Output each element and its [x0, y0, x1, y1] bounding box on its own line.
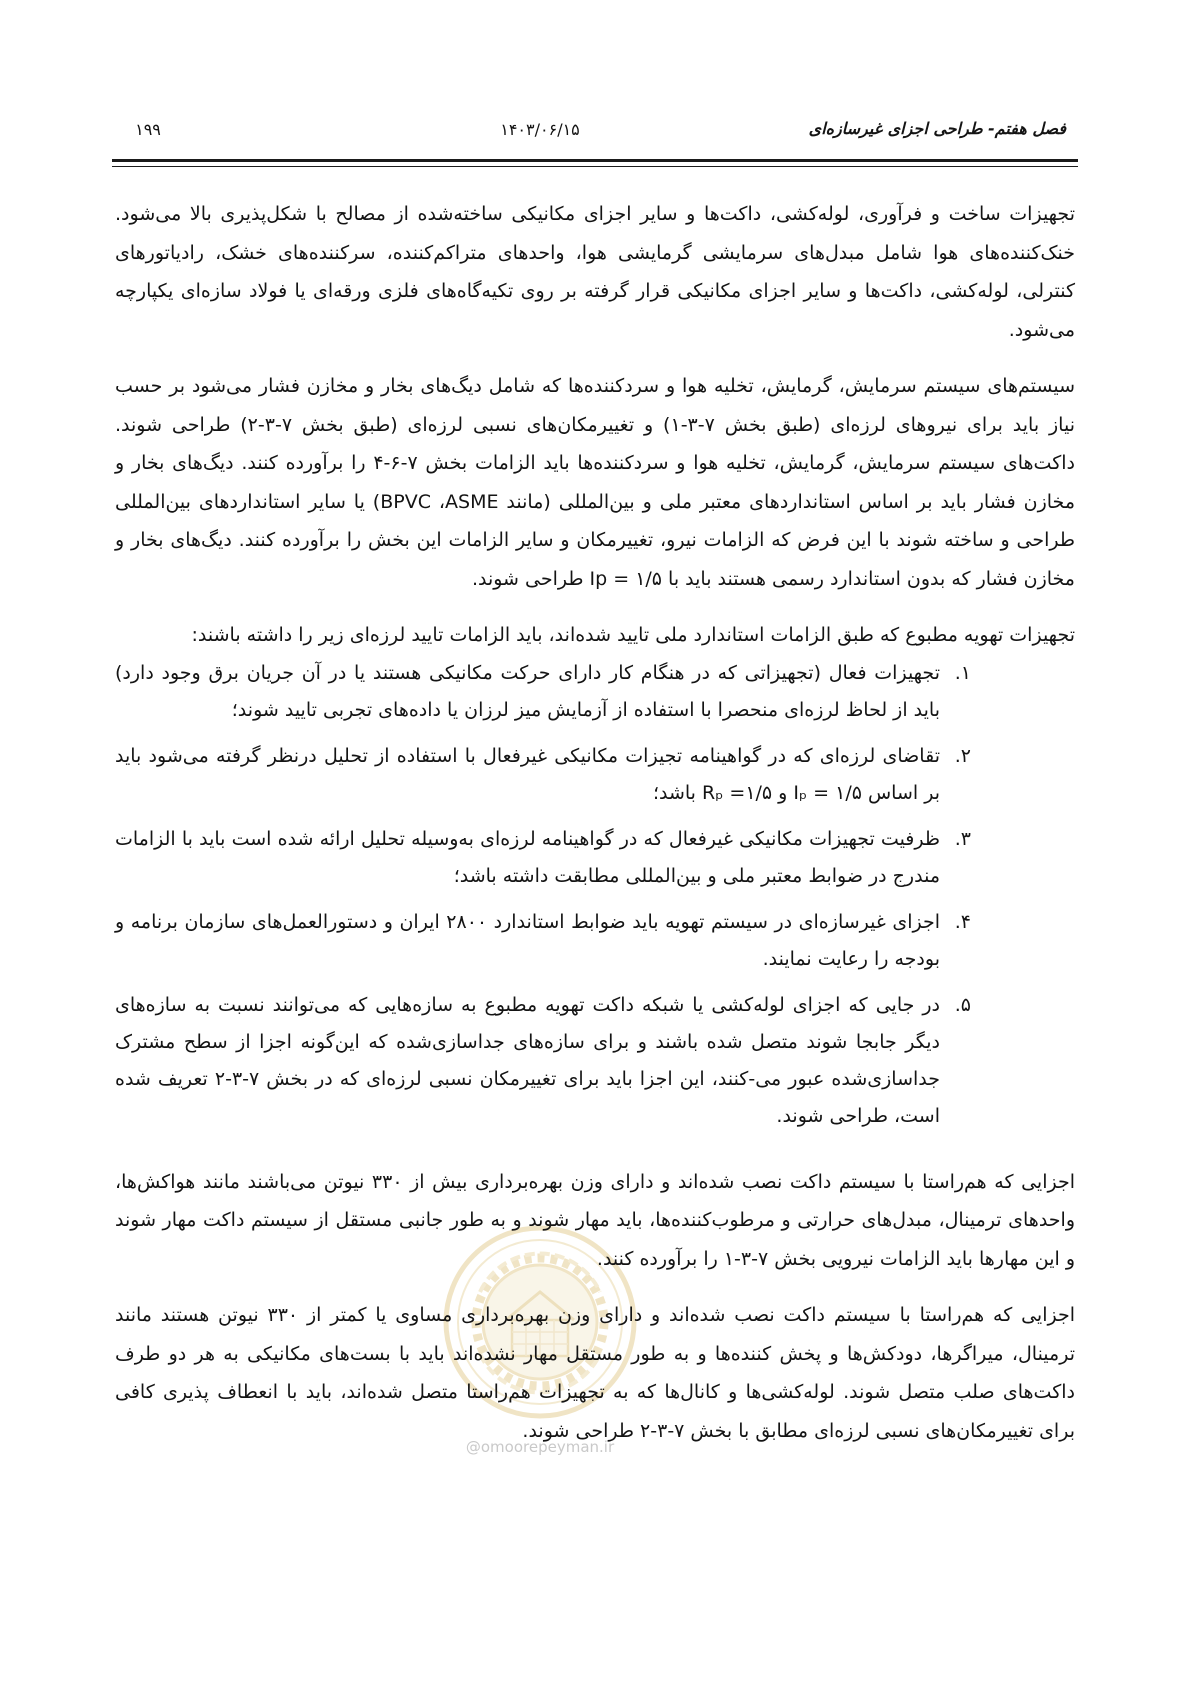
list-item — [115, 904, 1075, 978]
chapter-title: فصل هفتم- طراحی اجزای غیرسازه‌ای — [808, 119, 1066, 138]
list-item-text: ظرفیت تجهیزات مکانیکی غیرفعال که در گواهینامه لرزه‌ای به‌وسیله تحلیل ارائه شده است باید با الزامات مندرج در ضوابط معتبر ملی و بین‌المللی مطابقت داشته باشد؛ — [115, 827, 940, 887]
list-item-number: ۱. — [954, 661, 971, 684]
paragraph-2: سیستم‌های سیستم سرمایش، گرمایش، تخلیه هوا و سردکننده‌ها که شامل دیگ‌های بخار و مخازن فشار می‌شود بر حسب نیاز باید برای نیروهای لرزه‌ای (طبق بخش ۷-۳-۱) و تغییرمکان‌های نسبی لرزه‌ای (طبق بخش ۷-۳-۲) طراحی شوند. داکت‌های سیستم سرمایش، گرمایش، تخلیه هوا و سردکننده‌ها باید الزامات بخش ۷-۶-۴ را برآورده کنند. دیگ‌های بخار و مخازن فشار باید بر اساس استانداردهای معتبر ملی و بین‌المللی (مانند ASME‏، BPVC) یا سایر استانداردهای بین‌المللی طراحی و ساخته شوند با این فرض که الزامات نیرو، تغییرمکان و سایر الزامات این بخش را برآورده کنند. دیگ‌های بخار و مخازن فشار که بدون استاندارد رسمی هستند باید با Ip = ۱/۵ طراحی شوند. — [115, 375, 1075, 590]
body-content — [115, 195, 1075, 1468]
requirements-list — [115, 655, 1075, 1135]
header-date: ۱۴۰۳/۰۶/۱۵ — [500, 120, 580, 139]
header-rule-thin — [112, 166, 1078, 167]
list-intro: تجهیزات تهویه مطبوع که طبق الزامات استاندارد ملی تایید شده‌اند، باید الزامات تایید لرزه‌ای زیر را داشته باشند: — [191, 624, 1075, 646]
header-rule-thick — [112, 159, 1078, 162]
list-item-text: اجزای غیرسازه‌ای در سیستم تهویه باید ضوابط استاندارد ۲۸۰۰ ایران و دستورالعمل‌های سازمان برنامه و بودجه را رعایت نمایند. — [115, 910, 940, 970]
list-item-number: ۳. — [954, 827, 971, 850]
watermark-site: @omoorepeyman.ir — [465, 1438, 615, 1456]
paragraph-4: اجزایی که هم‌راستا با سیستم داکت نصب شده‌اند و دارای وزن بهره‌برداری مساوی یا کمتر از ۳۳۰ نیوتن هستند مانند ترمینال، میراگرها، دودکش‌ها و پخش کننده‌ها و به طور مستقل مهار نشده‌اند باید با بست‌های مکانیکی به هر دو طرف داکت‌های صلب متصل شوند. لوله‌کشی‌ها و کانال‌ها که به تجهیزات هم‌راستا متصل شده‌اند، باید با انعطاف پذیری کافی برای تغییرمکان‌های نسبی لرزه‌ای مطابق با بخش ۷-۳-۲ طراحی شوند. — [115, 1304, 1075, 1442]
list-item — [115, 655, 1075, 729]
list-item-text: در جایی که اجزای لوله‌کشی یا شبکه داکت تهویه مطبوع به سازه‌هایی که می‌توانند نسبت به سازه‌های دیگر جابجا شوند متصل شده باشند و برای سازه‌های جداسازی‌شده که این‌گونه اجزا از سطح مشترک جداسازی‌شده عبور می-کنند، این اجزا باید برای تغییرمکان نسبی لرزه‌ای که در بخش ۷-۳-۲ تعریف شده است، طراحی شوند. — [115, 993, 940, 1127]
paragraph-3: اجزایی که هم‌راستا با سیستم داکت نصب شده‌اند و دارای وزن بهره‌برداری بیش از ۳۳۰ نیوتن می‌باشند مانند هواکش‌ها، واحدهای ترمینال، مبدل‌های حرارتی و مرطوب‌کننده‌ها، باید مهار شوند و به طور جانبی مستقل از سیستم داکت مهار شوند و این مهارها باید الزامات نیرویی بخش ۷-۳-۱ را برآورده کنند. — [115, 1170, 1075, 1270]
list-item — [115, 738, 1075, 812]
list-item-number: ۴. — [954, 910, 971, 933]
list-item-number: ۲. — [954, 744, 971, 767]
paragraph-1: تجهیزات ساخت و فرآوری، لوله‌کشی، داکت‌ها و سایر اجزای مکانیکی ساخته‌شده از مصالح با شکل‌پذیری بالا می‌شود. خنک‌کننده‌های هوا شامل مبدل‌های سرمایشی گرمایشی هوا، واحدهای متراکم‌کننده، سرکننده‌های خشک، رادیاتورهای کنترلی، لوله‌کشی، داکت‌ها و سایر اجزای مکانیکی قرار گرفته بر روی تکیه‌گاه‌های فلزی ورقه‌ای یا فولاد سازه‌ای یکپارچه می‌شود. — [115, 203, 1075, 341]
list-item — [115, 987, 1075, 1135]
list-item-number: ۵. — [954, 993, 971, 1016]
list-item-text: تجهیزات فعال (تجهیزاتی که در هنگام کار دارای حرکت مکانیکی هستند یا در آن جریان برق وجود دارد) باید از لحاظ لرزه‌ای منحصرا با استفاده از آزمایش میز لرزان یا داده‌های تجربی تایید شوند؛ — [115, 661, 940, 721]
page-number: ۱۹۹ — [135, 120, 161, 139]
list-item — [115, 821, 1075, 895]
list-item-text: تقاضای لرزه‌ای که در گواهینامه تجیزات مکانیکی غیرفعال با استفاده از تحلیل درنظر گرفته می‌شود باید بر اساس Iₚ = ۱/۵ و Rₚ =۱/۵ باشد؛ — [115, 744, 940, 804]
